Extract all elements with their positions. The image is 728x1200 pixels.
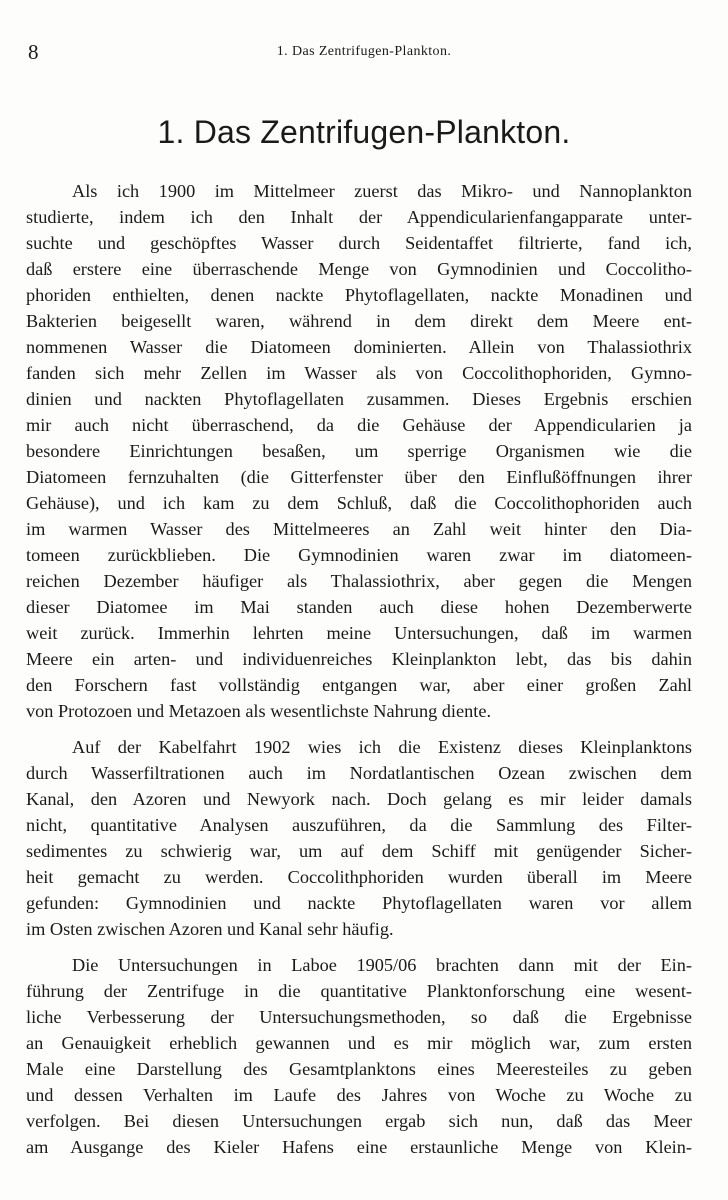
text-line: Male eine Darstellung des Gesamtplanktons eines Meeresteiles zu geben <box>26 1059 692 1079</box>
text-line: und dessen Verhalten im Laufe des Jahres von Woche zu Woche zu <box>26 1085 692 1105</box>
text-line: am Ausgange des Kieler Hafens eine erstaunliche Menge von Klein- <box>26 1137 692 1157</box>
text-line: nicht, quantitative Analysen auszuführen, da die Sammlung des Filter- <box>26 815 692 835</box>
text-line: suchte und geschöpftes Wasser durch Seidentaffet filtrierte, fand ich, <box>26 233 692 253</box>
text-line: fanden sich mehr Zellen im Wasser als von Coccolithophoriden, Gymno- <box>26 363 692 383</box>
page-number: 8 <box>28 40 39 64</box>
text-line: den Forschern fast vollständig entgangen war, aber einer großen Zahl <box>26 675 692 695</box>
text-line: besondere Einrichtungen besaßen, um sperrige Organismen wie die <box>26 441 692 461</box>
paragraph-2 <box>26 734 692 942</box>
body-text <box>26 178 692 1170</box>
text-line: Diatomeen fernzuhalten (die Gitterfenster über den Einflußöffnungen ihrer <box>26 467 692 487</box>
running-head <box>28 40 700 68</box>
text-line: studierte, indem ich den Inhalt der Appendicularienfangapparate unter- <box>26 207 692 227</box>
text-line: phoriden enthielten, denen nackte Phytoflagellaten, nackte Monadinen und <box>26 285 692 305</box>
text-line: daß erstere eine überraschende Menge von Gymnodinien und Coccolitho- <box>26 259 692 279</box>
text-line: Bakterien beigesellt waren, während in dem direkt dem Meere ent- <box>26 311 692 331</box>
text-line: durch Wasserfiltrationen auch im Nordatlantischen Ozean zwischen dem <box>26 763 692 783</box>
text-line: heit gemacht zu werden. Coccolithphoriden wurden überall im Meere <box>26 867 692 887</box>
text-line: von Protozoen und Metazoen als wesentlichste Nahrung diente. <box>26 701 492 721</box>
chapter-title: 1. Das Zentrifugen-Plankton. <box>157 114 571 150</box>
text-line: gefunden: Gymnodinien und nackte Phytoflagellaten waren vor allem <box>26 893 692 913</box>
text-line: Auf der Kabelfahrt 1902 wies ich die Existenz dieses Kleinplanktons <box>72 737 692 757</box>
text-line: tomeen zurückblieben. Die Gymnodinien waren zwar im diatomeen- <box>26 545 692 565</box>
text-line: nommenen Wasser die Diatomeen dominierten. Allein von Thalassiothrix <box>26 337 692 357</box>
text-line: verfolgen. Bei diesen Untersuchungen ergab sich nun, daß das Meer <box>26 1111 692 1131</box>
text-line: im warmen Wasser des Mittelmeeres an Zahl weit hinter den Dia- <box>26 519 692 539</box>
text-line: Als ich 1900 im Mittelmeer zuerst das Mikro- und Nannoplankton <box>72 181 692 201</box>
text-line: weit zurück. Immerhin lehrten meine Untersuchungen, daß im warmen <box>26 623 692 643</box>
text-line: dieser Diatomee im Mai standen auch diese hohen Dezemberwerte <box>26 597 692 617</box>
text-line: liche Verbesserung der Untersuchungsmethoden, so daß die Ergebnisse <box>26 1007 692 1027</box>
text-line: dinien und nackten Phytoflagellaten zusammen. Dieses Ergebnis erschien <box>26 389 692 409</box>
text-line: an Genauigkeit erheblich gewannen und es mir möglich war, zum ersten <box>26 1033 692 1053</box>
running-title: 1. Das Zentrifugen-Plankton. <box>276 44 452 59</box>
text-line: im Osten zwischen Azoren und Kanal sehr häufig. <box>26 919 394 939</box>
paragraph-3 <box>26 952 692 1160</box>
text-line: reichen Dezember häufiger als Thalassiothrix, aber gegen die Mengen <box>26 571 692 591</box>
text-line: Die Untersuchungen in Laboe 1905/06 brachten dann mit der Ein- <box>72 955 692 975</box>
text-line: mir auch nicht überraschend, da die Gehäuse der Appendicularien ja <box>26 415 692 435</box>
paragraph-1 <box>26 178 692 724</box>
text-line: sedimentes zu schwierig war, um auf dem Schiff mit genügender Sicher- <box>26 841 692 861</box>
text-line: Meere ein arten- und individuenreiches Kleinplankton lebt, das bis dahin <box>26 649 692 669</box>
text-line: Kanal, den Azoren und Newyork nach. Doch gelang es mir leider damals <box>26 789 692 809</box>
text-line: führung der Zentrifuge in die quantitative Planktonforschung eine wesent- <box>26 981 692 1001</box>
text-line: Gehäuse), und ich kam zu dem Schluß, daß die Coccolithophoriden auch <box>26 493 692 513</box>
